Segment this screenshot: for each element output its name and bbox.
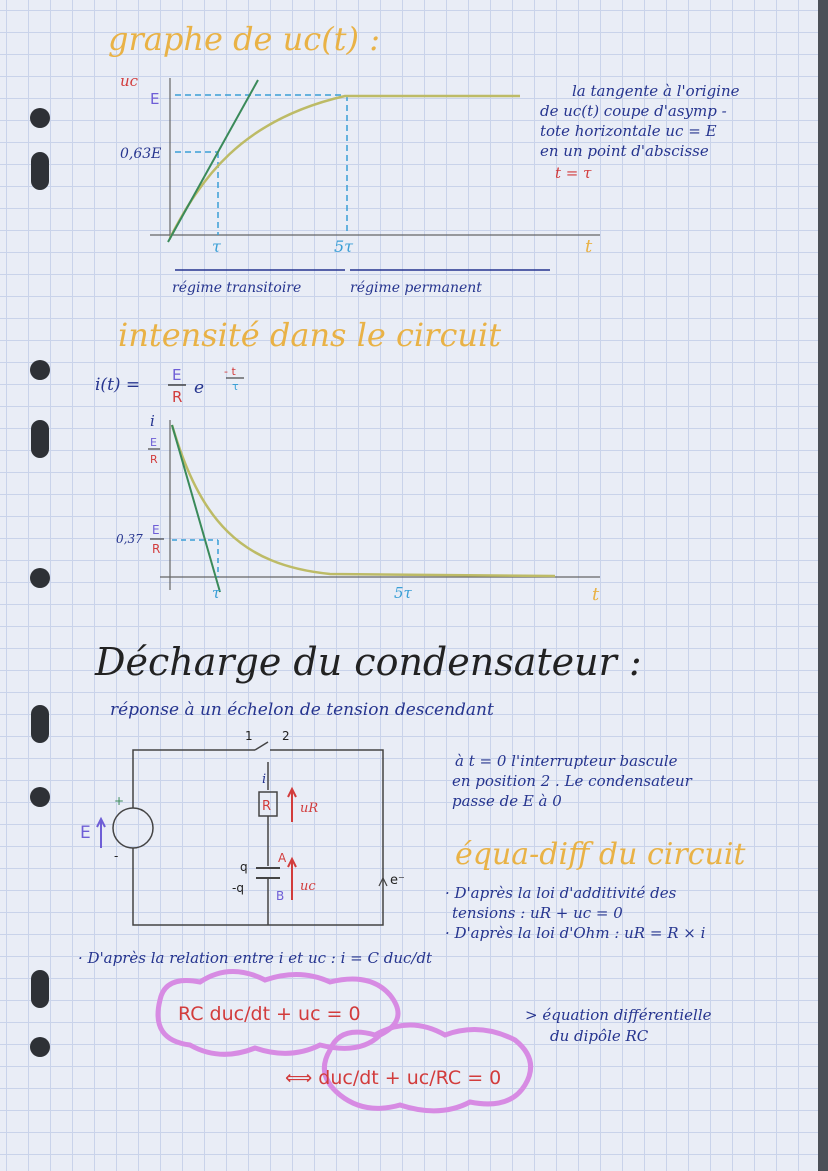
ur-label: uR <box>300 801 319 816</box>
section-subtitle: réponse à un échelon de tension descendant <box>110 700 494 720</box>
note-line: passe de E à 0 <box>452 792 562 810</box>
equation-1: RC duc/dt + uc = 0 <box>178 1003 361 1025</box>
formula-num: E <box>172 366 182 384</box>
hole <box>31 970 49 1008</box>
plus-label: + <box>114 794 125 808</box>
source-label: E <box>80 823 91 843</box>
electron-label: e⁻ <box>390 873 405 888</box>
x-axis-label: t <box>585 236 593 257</box>
note-line: à t = 0 l'interrupteur bascule <box>455 752 678 770</box>
binder-holes <box>30 108 50 1057</box>
hole <box>30 787 50 807</box>
exponent-num: - t <box>224 365 236 378</box>
er-num: E <box>150 436 157 449</box>
hole <box>30 568 50 588</box>
note-line: tote horizontale uc = E <box>540 122 717 140</box>
q-label: q <box>240 860 248 874</box>
regime-permanent-label: régime permanent <box>350 280 482 296</box>
e-arrow <box>97 819 105 848</box>
tau-label: τ <box>212 584 221 602</box>
note-line: de uc(t) coupe d'asymp - <box>540 102 727 120</box>
tangent-line <box>168 80 258 242</box>
y037-label: 0,37 <box>116 532 143 546</box>
node-a: A <box>278 851 287 865</box>
i-curve <box>172 425 555 576</box>
conclusion-line: du dipôle RC <box>550 1027 649 1045</box>
hole <box>30 108 50 128</box>
er-num: E <box>152 523 160 537</box>
hole <box>30 360 50 380</box>
section-title-graph-uc: graphe de uc(t) : <box>108 20 380 58</box>
er-den: R <box>150 453 158 466</box>
note-line: en position 2 . Le condensateur <box>452 772 692 790</box>
node-b: B <box>276 889 285 903</box>
relation-line: · D'après la relation entre i et uc : i = C duc/dt <box>78 949 433 967</box>
e-label: E <box>150 90 160 108</box>
equation-2: ⟺ duc/dt + uc/RC = 0 <box>285 1067 502 1089</box>
graph-uc <box>120 72 600 296</box>
uc-curve <box>170 96 520 238</box>
equation-clouds <box>158 971 531 1110</box>
conclusion-line: > équation différentielle <box>525 1006 712 1024</box>
switch-note <box>452 752 693 810</box>
section-title-equa-diff: équa-diff du circuit <box>455 837 746 872</box>
y-axis-label: i <box>150 412 155 430</box>
uc-arrow <box>288 859 296 900</box>
rc-circuit <box>80 729 405 925</box>
er-den: R <box>152 542 161 556</box>
formula-den: R <box>172 388 183 406</box>
ohm-line: · D'après la loi d'Ohm : uR = R × i <box>445 924 706 942</box>
additivity-line: tensions : uR + uc = 0 <box>452 904 623 922</box>
formula-e: e <box>194 378 205 398</box>
section-title-intensite: intensité dans le circuit <box>118 316 502 354</box>
switch-pos-2: 2 <box>282 729 290 743</box>
note-line: t = τ <box>555 164 592 182</box>
y-axis-label: uc <box>120 72 139 90</box>
section-title-decharge: Décharge du condensateur : <box>95 640 642 684</box>
x-axis-label: t <box>592 584 600 605</box>
minus-label: - <box>114 849 119 863</box>
switch <box>255 742 268 750</box>
exponent-den: τ <box>232 380 239 393</box>
voltage-source <box>113 808 153 848</box>
circuit-wires <box>133 750 383 925</box>
current-label: i <box>262 772 267 787</box>
tau-label: τ <box>212 237 221 256</box>
note-line: la tangente à l'origine <box>572 82 740 100</box>
intensity-formula <box>95 365 244 406</box>
hole <box>31 705 49 743</box>
regime-transitoire-label: régime transitoire <box>172 280 302 296</box>
five-tau-label: 5τ <box>394 584 412 602</box>
uc-label: uc <box>300 879 316 894</box>
hole <box>31 420 49 458</box>
tangent-note <box>540 82 740 182</box>
ur-arrow <box>288 789 296 822</box>
five-tau-label: 5τ <box>334 237 354 256</box>
additivity-line: · D'après la loi d'additivité des <box>445 884 677 902</box>
formula-lhs: i(t) = <box>95 375 141 395</box>
note-line: en un point d'abscisse <box>540 142 709 160</box>
hole <box>31 152 49 190</box>
tangent-line <box>172 425 220 592</box>
graph-intensity <box>116 412 600 605</box>
y063-label: 0,63E <box>120 146 162 162</box>
hole <box>30 1037 50 1057</box>
minus-q-label: -q <box>232 881 244 895</box>
resistor-label: R <box>262 799 272 814</box>
switch-pos-1: 1 <box>245 729 253 743</box>
